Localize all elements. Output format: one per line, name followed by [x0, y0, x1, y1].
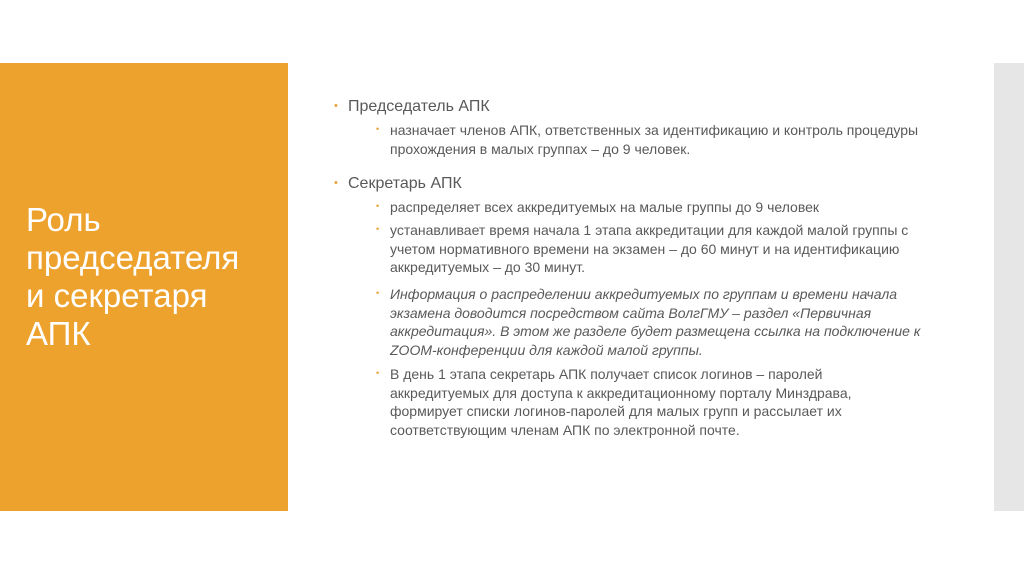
bullet-icon: • — [376, 368, 380, 378]
list-item: В день 1 этапа секретарь АПК получает список логинов – паролей аккредитуемых для доступа к аккредитационному порталу Минздрава, формирует списки логинов-паролей для малых групп и рассылает их соответствующим членам АПК по электронной почте. — [390, 366, 852, 438]
bullet-icon: • — [376, 288, 380, 298]
section-heading: Председатель АПК — [348, 98, 490, 115]
list-item: Информация о распределении аккредитуемых по группам и времени начала экзамена доводится посредством сайта ВолгГМУ – раздел «Первичная аккредитация». В этом же разделе будет размещена ссылка на подключение к ZOOM-конференции для каждой малой группы. — [390, 286, 921, 358]
slide-content — [0, 63, 1024, 511]
bullet-icon: • — [376, 124, 380, 134]
bullet-icon: • — [334, 177, 338, 189]
slide — [0, 63, 1024, 511]
right-edge-strip — [994, 63, 1024, 511]
bullet-icon: • — [376, 224, 380, 234]
slide-title: Роль председателя и секретаря АПК — [26, 201, 240, 352]
bullet-icon: • — [334, 100, 338, 112]
list-item: распределяет всех аккредитуемых на малые группы до 9 человек — [390, 199, 820, 215]
list-item: назначает членов АПК, ответственных за идентификацию и контроль процедуры прохождения в малых группах – до 9 человек. — [390, 122, 919, 157]
section-heading: Секретарь АПК — [348, 175, 462, 192]
list-item: устанавливает время начала 1 этапа аккредитации для каждой малой группы с учетом нормативного времени на экзамен – до 60 минут и на идентификацию аккредитуемых – до 30 минут. — [390, 222, 909, 275]
bullet-icon: • — [376, 201, 380, 211]
